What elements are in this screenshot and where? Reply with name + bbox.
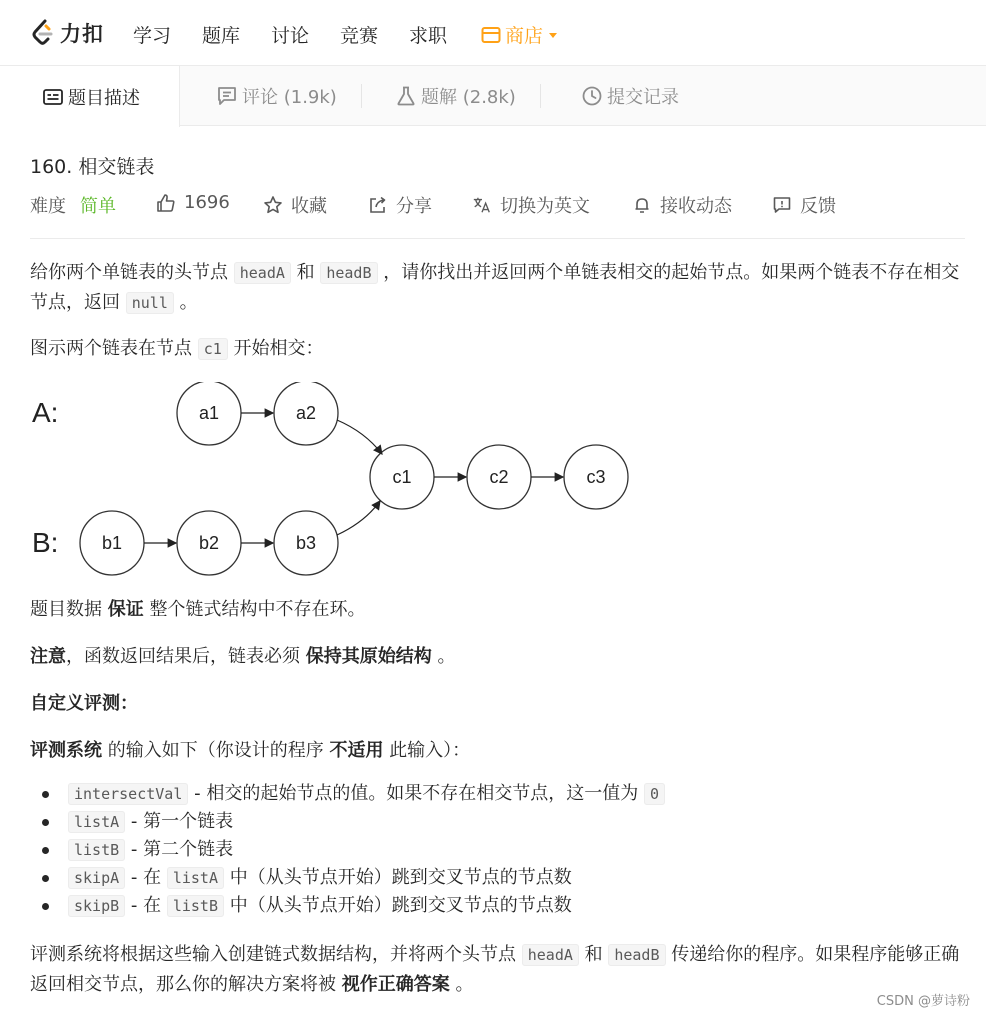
clock-icon [581, 85, 603, 107]
judge-result-paragraph [30, 940, 965, 999]
text: - 在 [125, 867, 167, 888]
text: 此输入）： [383, 740, 471, 761]
description-paragraph [30, 258, 965, 318]
store-icon [481, 26, 501, 44]
bold-text: 自定义评测： [30, 693, 138, 714]
edge [337, 420, 382, 454]
bell-icon [632, 195, 652, 215]
node-label: b3 [295, 533, 317, 553]
list-item [68, 864, 665, 892]
share-label: 分享 [396, 196, 432, 217]
bold-text: 不适用 [329, 740, 384, 761]
text: 和 [578, 944, 609, 965]
text: 中（从头节点开始）跳到交叉节点的节点数 [223, 895, 572, 916]
top-navbar [0, 0, 986, 66]
text: - 在 [125, 895, 167, 916]
text: 的输入如下（你设计的程序 [102, 740, 330, 761]
note-paragraph [30, 642, 965, 671]
bold-text: 视作正确答案 [341, 974, 450, 995]
list-item [68, 808, 665, 836]
leetcode-logo-icon [30, 19, 56, 47]
label-b: B: [32, 527, 59, 558]
tab-submissions-label: 提交记录 [607, 87, 679, 108]
inline-code: headA [522, 944, 579, 966]
text: 开始相交： [227, 338, 324, 359]
text: 中（从头节点开始）跳到交叉节点的节点数 [223, 867, 572, 888]
flask-icon [395, 85, 417, 107]
list-item [68, 836, 665, 864]
problem-title: 160. 相交链表 [30, 156, 155, 178]
thumbs-up-icon [156, 193, 176, 213]
text: ，函数返回结果后，链表必须 [66, 646, 306, 667]
feedback-icon [772, 195, 792, 215]
difficulty [30, 192, 116, 218]
diagram-caption [30, 334, 965, 364]
inline-code: 0 [644, 783, 665, 805]
difficulty-badge: 简单 [80, 196, 116, 217]
text: - 第二个链表 [125, 839, 234, 860]
bold-text: 注意 [30, 646, 66, 667]
label-a: A: [32, 397, 59, 428]
inline-code: skipA [68, 867, 125, 889]
text: ，请你找出并返回两个单链表相交的起始节点。如果两个链表不存在相交节点，返回 [30, 262, 960, 313]
bold-text: 评测系统 [30, 740, 102, 761]
tab-description[interactable] [0, 66, 180, 127]
custom-judge-heading [30, 689, 965, 718]
feedback-label: 反馈 [800, 196, 836, 217]
bold-text: 保持其原始结构 [305, 646, 432, 667]
text: 。 [173, 292, 198, 313]
node-label: c2 [489, 467, 509, 487]
inline-code: listB [68, 839, 125, 861]
text: - 第一个链表 [125, 811, 234, 832]
store-label: 商店 [505, 25, 544, 47]
translate-button[interactable] [472, 192, 590, 218]
linked-list-diagram [30, 382, 640, 582]
inline-code: listA [68, 811, 125, 833]
like-count: 1696 [184, 192, 230, 213]
node-label: a1 [198, 403, 220, 423]
text: 传递给你的程序。如果程序能够正确返回相交节点，那么你的解决方案将被 [30, 944, 960, 995]
nav-contest[interactable]: 竞赛 [340, 25, 379, 47]
nav-discuss[interactable]: 讨论 [271, 25, 310, 47]
share-button[interactable] [368, 192, 432, 218]
node-label: b2 [198, 533, 220, 553]
chevron-down-icon [549, 33, 557, 38]
text: 评测系统将根据这些输入创建链式数据结构，并将两个头节点 [30, 944, 522, 965]
text: 给你两个单链表的头节点 [30, 262, 234, 283]
translate-icon [472, 195, 492, 215]
text: 和 [290, 262, 321, 283]
subscribe-button[interactable] [632, 192, 732, 218]
text: 。 [431, 646, 456, 667]
tab-divider [540, 84, 541, 108]
favorite-button[interactable] [263, 192, 327, 218]
tab-comments[interactable] [216, 66, 337, 126]
tab-description-label: 题目描述 [68, 87, 140, 109]
nav-store[interactable] [481, 21, 557, 48]
node-label: b1 [101, 533, 123, 553]
share-icon [368, 195, 388, 215]
list-item [68, 780, 665, 808]
inline-code: null [126, 292, 174, 314]
bold-text: 保证 [107, 599, 144, 620]
translate-label: 切换为英文 [500, 196, 590, 217]
text: 。 [449, 974, 474, 995]
difficulty-label: 难度 [30, 196, 66, 217]
node-label: c3 [586, 467, 606, 487]
judge-input-list [68, 780, 665, 920]
node-label: a2 [295, 403, 317, 423]
inline-code: listA [167, 867, 224, 889]
nav-learn[interactable]: 学习 [133, 25, 172, 47]
divider [30, 238, 965, 239]
comment-icon [216, 85, 238, 107]
list-item [68, 892, 665, 920]
description-icon [42, 86, 64, 108]
text: 题目数据 [30, 599, 108, 620]
judge-input-paragraph [30, 736, 965, 765]
favorite-label: 收藏 [291, 196, 327, 217]
tab-submissions[interactable] [581, 66, 679, 126]
like-button[interactable] [156, 192, 230, 213]
text: 图示两个链表在节点 [30, 338, 198, 359]
subscribe-label: 接收动态 [660, 196, 732, 217]
inline-code: intersectVal [68, 783, 188, 805]
tab-divider [361, 84, 362, 108]
logo-text: 力扣 [60, 22, 104, 46]
node-label: c1 [392, 467, 412, 487]
text: 整个链式结构中不存在环。 [143, 599, 366, 620]
feedback-button[interactable] [772, 192, 836, 218]
inline-code: headB [320, 262, 377, 284]
inline-code: headA [234, 262, 291, 284]
inline-code: headB [608, 944, 665, 966]
watermark: CSDN @萝诗粉 [876, 994, 970, 1009]
tab-solutions[interactable] [395, 66, 516, 126]
nav-problemset[interactable]: 题库 [202, 25, 241, 47]
text: - 相交的起始节点的值。如果不存在相交节点，这一值为 [188, 783, 645, 804]
inline-code: skipB [68, 895, 125, 917]
inline-code: listB [167, 895, 224, 917]
star-icon [263, 195, 283, 215]
edge [337, 501, 380, 535]
problem-tabs [0, 66, 986, 126]
tab-solutions-label: 题解 (2.8k) [421, 87, 516, 108]
nav-jobs[interactable]: 求职 [409, 25, 448, 47]
logo[interactable] [30, 18, 104, 48]
constraint-paragraph [30, 595, 965, 624]
tab-comments-label: 评论 (1.9k) [242, 87, 337, 108]
inline-code: c1 [198, 338, 228, 360]
